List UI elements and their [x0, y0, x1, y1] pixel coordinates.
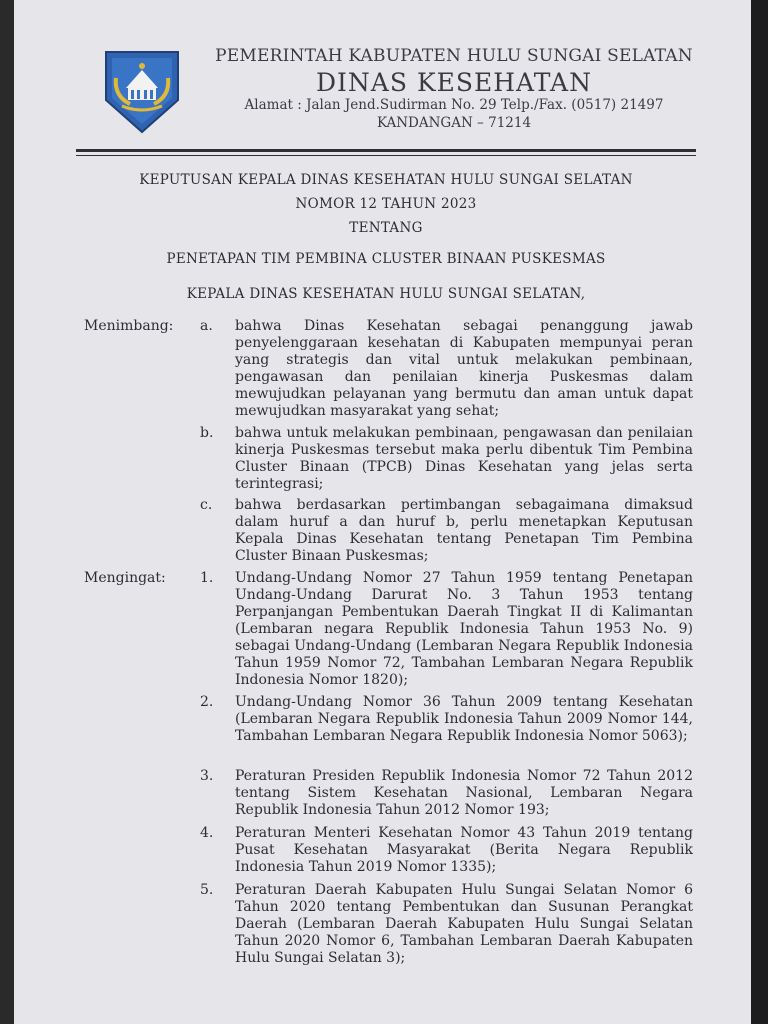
mengingat-marker-5: 5. — [200, 882, 214, 898]
department-name: DINAS KESEHATAN — [316, 68, 592, 97]
mengingat-item-2: Undang-Undang Nomor 36 Tahun 2009 tentang Kesehatan (Lembaran Negara Republik Indonesia Tahun 2009 Nomor 144, Tambahan Lembaran Negara Republik Indonesia Nomor 5063); — [235, 694, 693, 744]
letterhead-divider-thin — [76, 155, 696, 156]
mengingat-item-5: Peraturan Daerah Kabupaten Hulu Sungai Selatan Nomor 6 Tahun 2020 tentang Pembentukan dan Susunan Perangkat Daerah (Lembaran Daerah Kabupaten Hulu Sungai Selatan Tahun 2020 Nomor 6, Tambahan Lembaran Daerah Kabupaten Hulu Sungai Selatan 3); — [235, 882, 693, 966]
menimbang-item-a: bahwa Dinas Kesehatan sebagai penanggung jawab penyelenggaraan kesehatan di Kabupaten mempunyai peran yang strategis dan vital untuk melakukan pembinaan, pengawasan dan penilaian kinerja Puskesmas dalam mewujudkan pelayanan yang bermutu dan aman untuk dapat mewujudkan masyarakat yang sehat; — [235, 318, 693, 419]
menimbang-marker-b: b. — [200, 425, 214, 441]
mengingat-label: Mengingat: — [84, 570, 166, 586]
decree-number: NOMOR 12 TAHUN 2023 — [295, 196, 477, 212]
letterhead-divider-thick — [76, 149, 696, 152]
document-page — [14, 0, 751, 1024]
decree-title: KEPUTUSAN KEPALA DINAS KESEHATAN HULU SUNGAI SELATAN — [139, 172, 633, 188]
government-name: PEMERINTAH KABUPATEN HULU SUNGAI SELATAN — [215, 46, 693, 66]
decree-about: TENTANG — [349, 220, 423, 236]
mengingat-marker-2: 2. — [200, 694, 214, 710]
menimbang-item-c: bahwa berdasarkan pertimbangan sebagaimana dimaksud dalam huruf a dan huruf b, perlu menetapkan Keputusan Kepala Dinas Kesehatan tentang Penetapan Tim Pembina Cluster Binaan Puskesmas; — [235, 497, 693, 564]
mengingat-item-1: Undang-Undang Nomor 27 Tahun 1959 tentang Penetapan Undang-Undang Darurat No. 3 Tahun 1953 tentang Perpanjangan Pembentukan Daerah Tingkat II di Kalimantan (Lembaran negara Republik Indonesia Tahun 1953 No. 9) sebagai Undang-Undang (Lembaran Negara Republik Indonesia Tahun 1959 Nomor 72, Tambahan Lembaran Negara Republik Indonesia Nomor 1820); — [235, 570, 693, 688]
mengingat-marker-3: 3. — [200, 768, 214, 784]
menimbang-label: Menimbang: — [84, 318, 174, 334]
menimbang-marker-a: a. — [200, 318, 213, 334]
menimbang-marker-c: c. — [200, 497, 213, 513]
decree-authority: KEPALA DINAS KESEHATAN HULU SUNGAI SELATAN, — [186, 286, 586, 302]
mengingat-item-4: Peraturan Menteri Kesehatan Nomor 43 Tahun 2019 tentang Pusat Kesehatan Masyarakat (Berita Negara Republik Indonesia Tahun 2019 Nomor 1335); — [235, 825, 693, 875]
mengingat-item-3: Peraturan Presiden Republik Indonesia Nomor 72 Tahun 2012 tentang Sistem Kesehatan Nasional, Lembaran Negara Republik Indonesia Tahun 2012 Nomor 193; — [235, 768, 693, 818]
mengingat-marker-1: 1. — [200, 570, 214, 586]
office-address: Alamat : Jalan Jend.Sudirman No. 29 Telp./Fax. (0517) 21497 — [244, 97, 664, 113]
mengingat-marker-4: 4. — [200, 825, 214, 841]
page-edge-shadow — [751, 0, 768, 1024]
office-city: KANDANGAN – 71214 — [376, 115, 532, 131]
menimbang-item-b: bahwa untuk melakukan pembinaan, pengawasan dan penilaian kinerja Puskesmas tersebut maka perlu dibentuk Tim Pembina Cluster Binaan (TPCB) Dinas Kesehatan yang jelas serta terintegrasi; — [235, 425, 693, 492]
decree-subject: PENETAPAN TIM PEMBINA CLUSTER BINAAN PUSKESMAS — [166, 251, 606, 267]
regency-emblem-icon — [102, 48, 182, 134]
